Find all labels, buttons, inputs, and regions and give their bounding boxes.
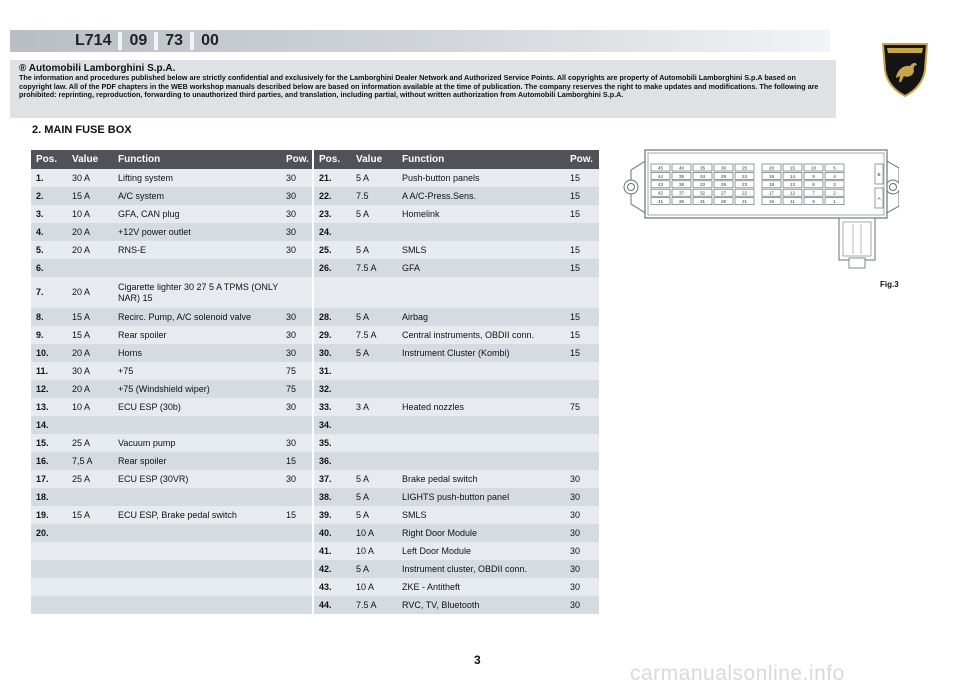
power-cell bbox=[281, 259, 313, 277]
fuse-slot-number: 20 bbox=[768, 165, 775, 171]
fuse-slot-number: 15 bbox=[789, 165, 796, 171]
table-row bbox=[31, 398, 599, 416]
value-cell: 5 A bbox=[351, 506, 397, 524]
table-row bbox=[31, 596, 599, 614]
value-cell: 25 A bbox=[67, 470, 113, 488]
power-cell bbox=[565, 277, 599, 308]
fuse-slot-number: 6 bbox=[812, 199, 815, 204]
power-cell: 30 bbox=[281, 223, 313, 241]
function-cell bbox=[113, 259, 281, 277]
pos-cell: 9. bbox=[31, 326, 67, 344]
watermark: carmanualsonline.info bbox=[630, 662, 845, 685]
fuse-slot-number: 14 bbox=[789, 173, 796, 179]
pos-cell bbox=[31, 560, 67, 578]
function-cell: Vacuum pump bbox=[113, 434, 281, 452]
function-cell: RNS-E bbox=[113, 241, 281, 259]
document-code bbox=[68, 32, 226, 50]
function-cell: Push-button panels bbox=[397, 169, 565, 187]
pos-cell: 38. bbox=[313, 488, 351, 506]
fuse-slot-number: 36 bbox=[678, 199, 685, 204]
function-cell bbox=[397, 277, 565, 308]
fuse-slot-number: 34 bbox=[699, 173, 706, 179]
function-cell: Recirc. Pump, A/C solenoid valve bbox=[113, 308, 281, 326]
fuse-slot-number: 26 bbox=[720, 199, 727, 204]
disclaimer-title: ® Automobili Lamborghini S.p.A. bbox=[19, 63, 176, 74]
fuse-slot-number: 4 bbox=[833, 173, 836, 179]
code-segment: 73 bbox=[165, 32, 184, 49]
fuse-table bbox=[31, 150, 599, 614]
fuse-slot-number: 10 bbox=[810, 165, 817, 171]
table-header-row bbox=[31, 150, 599, 169]
function-cell: Homelink bbox=[397, 205, 565, 223]
fuse-slot-number: 8 bbox=[812, 182, 815, 188]
value-cell bbox=[67, 542, 113, 560]
pos-cell: 25. bbox=[313, 241, 351, 259]
pos-cell bbox=[313, 277, 351, 308]
table-row bbox=[31, 308, 599, 326]
mounting-hole bbox=[628, 184, 635, 191]
power-cell bbox=[565, 223, 599, 241]
pos-cell: 13. bbox=[31, 398, 67, 416]
code-segment: L714 bbox=[75, 32, 112, 49]
table-row bbox=[31, 506, 599, 524]
power-cell bbox=[281, 560, 313, 578]
value-cell bbox=[351, 380, 397, 398]
pos-cell bbox=[31, 578, 67, 596]
power-cell: 15 bbox=[565, 205, 599, 223]
function-cell bbox=[397, 434, 565, 452]
value-cell: 20 A bbox=[67, 241, 113, 259]
power-cell: 30 bbox=[281, 326, 313, 344]
table-row bbox=[31, 259, 599, 277]
power-cell bbox=[565, 416, 599, 434]
power-cell bbox=[281, 578, 313, 596]
page-number: 3 bbox=[474, 653, 481, 667]
fuse-slot-number: 40 bbox=[678, 165, 685, 171]
fuse-slot-number: 13 bbox=[789, 182, 796, 188]
value-cell: 7,5 A bbox=[67, 452, 113, 470]
pos-cell: 35. bbox=[313, 434, 351, 452]
pos-cell: 28. bbox=[313, 308, 351, 326]
pos-cell: 44. bbox=[313, 596, 351, 614]
relay-slot-label: B bbox=[877, 172, 881, 177]
power-cell bbox=[281, 488, 313, 506]
function-cell: ECU ESP (30b) bbox=[113, 398, 281, 416]
power-cell: 15 bbox=[565, 241, 599, 259]
fuse-slot-number: 25 bbox=[741, 165, 748, 171]
value-cell: 5 A bbox=[351, 344, 397, 362]
pos-cell: 42. bbox=[313, 560, 351, 578]
function-cell: SMLS bbox=[397, 241, 565, 259]
fuse-slot-number: 35 bbox=[699, 165, 706, 171]
pos-cell: 16. bbox=[31, 452, 67, 470]
value-cell: 15 A bbox=[67, 506, 113, 524]
power-cell: 75 bbox=[281, 380, 313, 398]
pos-cell: 30. bbox=[313, 344, 351, 362]
fuse-slot-number: 37 bbox=[678, 190, 685, 196]
table-row bbox=[31, 326, 599, 344]
function-cell: ECU ESP, Brake pedal switch bbox=[113, 506, 281, 524]
power-cell: 30 bbox=[565, 488, 599, 506]
value-cell: 20 A bbox=[67, 277, 113, 308]
power-cell: 30 bbox=[565, 560, 599, 578]
column-header: Pos. bbox=[313, 150, 351, 169]
value-cell: 10 A bbox=[351, 524, 397, 542]
relay-slot-label: A bbox=[877, 196, 881, 201]
function-cell bbox=[397, 362, 565, 380]
pos-cell: 12. bbox=[31, 380, 67, 398]
mounting-hole bbox=[890, 184, 897, 191]
power-cell: 30 bbox=[281, 398, 313, 416]
value-cell bbox=[351, 223, 397, 241]
pos-cell: 41. bbox=[313, 542, 351, 560]
power-cell: 30 bbox=[281, 308, 313, 326]
fuse-slot-number: 28 bbox=[720, 182, 727, 188]
value-cell: 15 A bbox=[67, 187, 113, 205]
table-row bbox=[31, 524, 599, 542]
pos-cell: 39. bbox=[313, 506, 351, 524]
power-cell bbox=[281, 596, 313, 614]
pos-cell: 24. bbox=[313, 223, 351, 241]
function-cell: Instrument Cluster (Kombi) bbox=[397, 344, 565, 362]
pos-cell: 19. bbox=[31, 506, 67, 524]
value-cell: 7.5 bbox=[351, 187, 397, 205]
power-cell: 30 bbox=[565, 542, 599, 560]
fuse-slot-number: 32 bbox=[699, 190, 706, 196]
value-cell: 10 A bbox=[351, 542, 397, 560]
pos-cell: 23. bbox=[313, 205, 351, 223]
pos-cell bbox=[31, 596, 67, 614]
power-cell: 15 bbox=[565, 187, 599, 205]
fuse-slot-number: 19 bbox=[768, 173, 775, 179]
pos-cell: 26. bbox=[313, 259, 351, 277]
function-cell: SMLS bbox=[397, 506, 565, 524]
table-row bbox=[31, 241, 599, 259]
function-cell bbox=[397, 223, 565, 241]
fuse-slot-number: 22 bbox=[741, 190, 748, 196]
fuse-slot-number: 23 bbox=[741, 182, 748, 188]
power-cell: 15 bbox=[281, 506, 313, 524]
value-cell: 15 A bbox=[67, 308, 113, 326]
power-cell: 30 bbox=[565, 578, 599, 596]
value-cell: 5 A bbox=[351, 470, 397, 488]
value-cell bbox=[67, 416, 113, 434]
table-row bbox=[31, 205, 599, 223]
connector bbox=[839, 218, 875, 260]
table-row bbox=[31, 488, 599, 506]
value-cell: 5 A bbox=[351, 205, 397, 223]
value-cell: 15 A bbox=[67, 326, 113, 344]
fuse-slot-number: 18 bbox=[768, 182, 775, 188]
pos-cell: 2. bbox=[31, 187, 67, 205]
value-cell: 20 A bbox=[67, 380, 113, 398]
value-cell: 25 A bbox=[67, 434, 113, 452]
power-cell: 30 bbox=[281, 434, 313, 452]
power-cell: 75 bbox=[281, 362, 313, 380]
table-row bbox=[31, 434, 599, 452]
function-cell: A/C system bbox=[113, 187, 281, 205]
function-cell bbox=[397, 416, 565, 434]
table-row bbox=[31, 187, 599, 205]
value-cell bbox=[67, 578, 113, 596]
code-segment: 09 bbox=[129, 32, 148, 49]
pos-cell: 10. bbox=[31, 344, 67, 362]
pos-cell: 6. bbox=[31, 259, 67, 277]
value-cell: 5 A bbox=[351, 241, 397, 259]
value-cell: 20 A bbox=[67, 223, 113, 241]
pos-cell: 22. bbox=[313, 187, 351, 205]
value-cell bbox=[67, 560, 113, 578]
function-cell bbox=[397, 380, 565, 398]
value-cell bbox=[351, 362, 397, 380]
function-cell bbox=[113, 596, 281, 614]
fuse-slot-number: 3 bbox=[833, 182, 836, 188]
fuse-slot-number: 31 bbox=[699, 199, 706, 204]
power-cell: 30 bbox=[281, 169, 313, 187]
function-cell: +75 (Windshield wiper) bbox=[113, 380, 281, 398]
function-cell: Right Door Module bbox=[397, 524, 565, 542]
function-cell: ZKE - Antitheft bbox=[397, 578, 565, 596]
pos-cell: 21. bbox=[313, 169, 351, 187]
table-row bbox=[31, 362, 599, 380]
power-cell: 15 bbox=[565, 326, 599, 344]
value-cell: 7.5 A bbox=[351, 596, 397, 614]
function-cell: Brake pedal switch bbox=[397, 470, 565, 488]
column-header: Pow. bbox=[281, 150, 313, 169]
column-header: Function bbox=[113, 150, 281, 169]
fuse-slot-number: 42 bbox=[657, 190, 664, 196]
table-row bbox=[31, 542, 599, 560]
table-row bbox=[31, 277, 599, 308]
pos-cell: 20. bbox=[31, 524, 67, 542]
table-row bbox=[31, 169, 599, 187]
pos-cell: 3. bbox=[31, 205, 67, 223]
function-cell: Left Door Module bbox=[397, 542, 565, 560]
value-cell: 10 A bbox=[67, 205, 113, 223]
fuse-slot-number: 45 bbox=[657, 165, 664, 171]
table-row bbox=[31, 416, 599, 434]
function-cell bbox=[113, 524, 281, 542]
pos-cell: 15. bbox=[31, 434, 67, 452]
fuse-slot-number: 9 bbox=[812, 173, 815, 179]
figure-label: Fig.3 bbox=[880, 280, 899, 289]
function-cell: GFA, CAN plug bbox=[113, 205, 281, 223]
value-cell: 10 A bbox=[351, 578, 397, 596]
function-cell bbox=[397, 452, 565, 470]
value-cell bbox=[67, 259, 113, 277]
fuse-slot-number: 33 bbox=[699, 182, 706, 188]
function-cell: Cigarette lighter 30 27 5 A TPMS (ONLY NAR) 15 bbox=[113, 277, 281, 308]
fuse-slot-number: 27 bbox=[720, 190, 727, 196]
power-cell: 15 bbox=[565, 169, 599, 187]
function-cell: +75 bbox=[113, 362, 281, 380]
function-cell: +12V power outlet bbox=[113, 223, 281, 241]
value-cell: 7.5 A bbox=[351, 259, 397, 277]
power-cell bbox=[565, 434, 599, 452]
fuse-slot-number: 43 bbox=[657, 182, 664, 188]
value-cell bbox=[67, 488, 113, 506]
function-cell: A A/C-Press.Sens. bbox=[397, 187, 565, 205]
pos-cell: 18. bbox=[31, 488, 67, 506]
value-cell bbox=[351, 434, 397, 452]
pos-cell: 43. bbox=[313, 578, 351, 596]
pos-cell: 37. bbox=[313, 470, 351, 488]
table-row bbox=[31, 223, 599, 241]
table-row bbox=[31, 470, 599, 488]
column-header: Function bbox=[397, 150, 565, 169]
function-cell: GFA bbox=[397, 259, 565, 277]
power-cell bbox=[281, 277, 313, 308]
fuse-slot-number: 16 bbox=[768, 199, 775, 204]
column-header: Value bbox=[351, 150, 397, 169]
pos-cell: 11. bbox=[31, 362, 67, 380]
column-header: Pos. bbox=[31, 150, 67, 169]
function-cell bbox=[113, 560, 281, 578]
pos-cell: 7. bbox=[31, 277, 67, 308]
table-row bbox=[31, 560, 599, 578]
fuse-slot-number: 17 bbox=[768, 190, 775, 196]
function-cell: ECU ESP (30VR) bbox=[113, 470, 281, 488]
power-cell: 15 bbox=[565, 259, 599, 277]
function-cell bbox=[113, 578, 281, 596]
code-segment: 00 bbox=[201, 32, 219, 49]
fuse-slot-number: 7 bbox=[812, 190, 815, 196]
table-row bbox=[31, 344, 599, 362]
power-cell: 30 bbox=[281, 241, 313, 259]
pos-cell: 4. bbox=[31, 223, 67, 241]
power-cell bbox=[281, 542, 313, 560]
pos-cell: 33. bbox=[313, 398, 351, 416]
pos-cell bbox=[31, 542, 67, 560]
function-cell bbox=[113, 416, 281, 434]
table-row bbox=[31, 578, 599, 596]
pos-cell: 31. bbox=[313, 362, 351, 380]
section-title: 2. MAIN FUSE BOX bbox=[32, 124, 132, 136]
value-cell bbox=[67, 596, 113, 614]
value-cell: 5 A bbox=[351, 169, 397, 187]
fuse-slot-number: 41 bbox=[657, 199, 664, 204]
value-cell: 30 A bbox=[67, 169, 113, 187]
function-cell: Rear spoiler bbox=[113, 452, 281, 470]
fuse-box-diagram bbox=[617, 146, 899, 274]
table-row bbox=[31, 452, 599, 470]
power-cell: 30 bbox=[565, 470, 599, 488]
pos-cell: 34. bbox=[313, 416, 351, 434]
value-cell: 7.5 A bbox=[351, 326, 397, 344]
pos-cell: 36. bbox=[313, 452, 351, 470]
power-cell bbox=[565, 380, 599, 398]
function-cell: Heated nozzles bbox=[397, 398, 565, 416]
value-cell: 10 A bbox=[67, 398, 113, 416]
fuse-slot-number: 39 bbox=[678, 173, 685, 179]
fuse-slot-number: 44 bbox=[657, 173, 664, 179]
pos-cell: 17. bbox=[31, 470, 67, 488]
value-cell: 5 A bbox=[351, 308, 397, 326]
power-cell: 30 bbox=[565, 524, 599, 542]
fuse-slot-number: 24 bbox=[741, 173, 748, 179]
pos-cell: 40. bbox=[313, 524, 351, 542]
power-cell: 75 bbox=[565, 398, 599, 416]
value-cell: 30 A bbox=[67, 362, 113, 380]
function-cell: Horns bbox=[113, 344, 281, 362]
pos-cell: 14. bbox=[31, 416, 67, 434]
pos-cell: 5. bbox=[31, 241, 67, 259]
value-cell: 5 A bbox=[351, 560, 397, 578]
value-cell bbox=[67, 524, 113, 542]
function-cell: LIGHTS push-button panel bbox=[397, 488, 565, 506]
table-row bbox=[31, 380, 599, 398]
function-cell bbox=[113, 542, 281, 560]
power-cell: 15 bbox=[565, 308, 599, 326]
pos-cell: 29. bbox=[313, 326, 351, 344]
fuse-slot-number: 30 bbox=[720, 165, 727, 171]
value-cell: 3 A bbox=[351, 398, 397, 416]
fuse-slot-number: 2 bbox=[833, 190, 836, 196]
power-cell: 30 bbox=[281, 470, 313, 488]
function-cell: Rear spoiler bbox=[113, 326, 281, 344]
power-cell: 30 bbox=[281, 187, 313, 205]
power-cell: 15 bbox=[565, 344, 599, 362]
power-cell: 30 bbox=[565, 506, 599, 524]
value-cell bbox=[351, 452, 397, 470]
value-cell: 20 A bbox=[67, 344, 113, 362]
power-cell bbox=[565, 452, 599, 470]
function-cell: Central instruments, OBDII conn. bbox=[397, 326, 565, 344]
value-cell bbox=[351, 277, 397, 308]
function-cell: RVC, TV, Bluetooth bbox=[397, 596, 565, 614]
power-cell bbox=[281, 416, 313, 434]
connector-tab bbox=[849, 258, 865, 268]
lamborghini-logo bbox=[877, 40, 933, 98]
power-cell bbox=[565, 362, 599, 380]
fuse-slot-number: 29 bbox=[720, 173, 727, 179]
fuse-slot-number: 38 bbox=[678, 182, 685, 188]
fuse-slot-number: 1 bbox=[833, 199, 836, 204]
pos-cell: 8. bbox=[31, 308, 67, 326]
fuse-slot-number: 21 bbox=[741, 199, 748, 204]
power-cell: 30 bbox=[281, 205, 313, 223]
value-cell bbox=[351, 416, 397, 434]
function-cell bbox=[113, 488, 281, 506]
power-cell: 30 bbox=[565, 596, 599, 614]
fuse-slot-number: 11 bbox=[790, 199, 795, 204]
power-cell: 15 bbox=[281, 452, 313, 470]
fuse-slot-number: 12 bbox=[789, 190, 796, 196]
power-cell bbox=[281, 524, 313, 542]
function-cell: Airbag bbox=[397, 308, 565, 326]
column-header: Value bbox=[67, 150, 113, 169]
function-cell: Lifting system bbox=[113, 169, 281, 187]
function-cell: Instrument cluster, OBDII conn. bbox=[397, 560, 565, 578]
power-cell: 30 bbox=[281, 344, 313, 362]
disclaimer-text: The information and procedures published below are strictly confidential and exclusively for the Lamborghini Dealer Network and Authorized Service Points. All copyrights are property of Automobili Lamborghini S.p.A based on copyright law. All of the PDF chapters in the WEB workshop manuals described below are based on information available at the time of publication. The company reserves the right to make updates and modifications. The following are prohibited: reprinting, reproduction, forwarding to unauthorized third parties, and translation, including partial, without written authorization from Automobili Lamborghini S.p.A. bbox=[19, 73, 819, 100]
pos-cell: 32. bbox=[313, 380, 351, 398]
column-header: Pow. bbox=[565, 150, 599, 169]
fuse-slot-number: 5 bbox=[833, 165, 836, 171]
pos-cell: 1. bbox=[31, 169, 67, 187]
value-cell: 5 A bbox=[351, 488, 397, 506]
